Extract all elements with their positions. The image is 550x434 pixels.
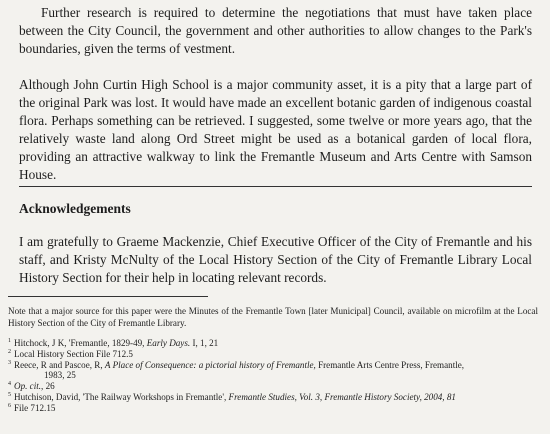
footnote-divider bbox=[8, 296, 208, 297]
footnote-title: A Place of Consequence: a pictorial history of Fremantle, bbox=[104, 359, 316, 370]
footnote-list bbox=[8, 338, 548, 414]
footnote-item bbox=[8, 403, 548, 414]
footnote-text: Hitchock, J K, 'Fremantle, 1829-49, bbox=[14, 338, 147, 348]
footnote-text: Hutchison, David, 'The Railway Workshops in Fremantle', bbox=[14, 391, 229, 402]
footnote-item bbox=[8, 381, 548, 392]
acknowledgements-heading: Acknowledgements bbox=[19, 201, 131, 216]
footnote-number: 6 bbox=[8, 402, 11, 409]
footnote-title: Op. cit. bbox=[14, 381, 42, 392]
footnote-number: 4 bbox=[8, 381, 11, 388]
footnote-text: File 712.15 bbox=[14, 402, 56, 413]
footnote-text-tail: Fremantle Arts Centre Press, Fremantle, bbox=[315, 359, 465, 370]
footnote-item bbox=[8, 360, 548, 382]
paragraph-further-research: Further research is required to determine the negotiations that must have taken place between the City Council, the government and other authorities to allow changes to the Park's boundaries, given the terms of vestment. bbox=[19, 5, 532, 56]
footnote-text: Local History Section File 712.5 bbox=[14, 348, 133, 359]
section-divider bbox=[19, 186, 532, 187]
footnote-title: Fremantle Studies, Vol. 3, Fremantle History Society, 2004, 81 bbox=[228, 391, 456, 402]
footnote-continuation: 1983, 25 bbox=[44, 370, 76, 381]
paragraph-john-curtin: Although John Curtin High School is a major community asset, it is a pity that a large part of the original Park was lost. It would have made an excellent botanic garden of indigenous coastal flora. Perhaps something can be retrieved. I suggested, some twelve or more years ago, that the relatively waste land along Ord Street might be used as a botanical garden of local flora, providing an attractive walkway to link the Fremantle Museum and Arts Centre with Samson House. bbox=[19, 77, 532, 182]
acknowledgements-text: I am gratefully to Graeme Mackenzie, Chief Executive Officer of the City of Fremantle and his staff, and Kristy McNulty of the Local History Section of the City of Fremantle Library Local History Section for their help in locating relevant records. bbox=[19, 234, 532, 285]
source-note: Note that a major source for this paper were the Minutes of the Fremantle Town [later Municipal] Council, available on microfilm at the Local History Section of the City of Fremantle Library. bbox=[8, 306, 538, 328]
footnote-number: 3 bbox=[8, 359, 11, 366]
footnote-number: 1 bbox=[8, 338, 11, 344]
footnote-text-tail: , 26 bbox=[41, 381, 55, 392]
footnote-text-tail: I, 1, 21 bbox=[190, 338, 219, 348]
footnote-item bbox=[8, 392, 548, 403]
footnote-number: 5 bbox=[8, 391, 11, 398]
footnote-text: Reece, R and Pascoe, R, bbox=[14, 359, 105, 370]
footnote-title: Early Days. bbox=[146, 338, 191, 348]
footnote-item bbox=[8, 349, 548, 360]
footnote-number: 2 bbox=[8, 348, 11, 355]
footnote-item bbox=[8, 338, 548, 349]
